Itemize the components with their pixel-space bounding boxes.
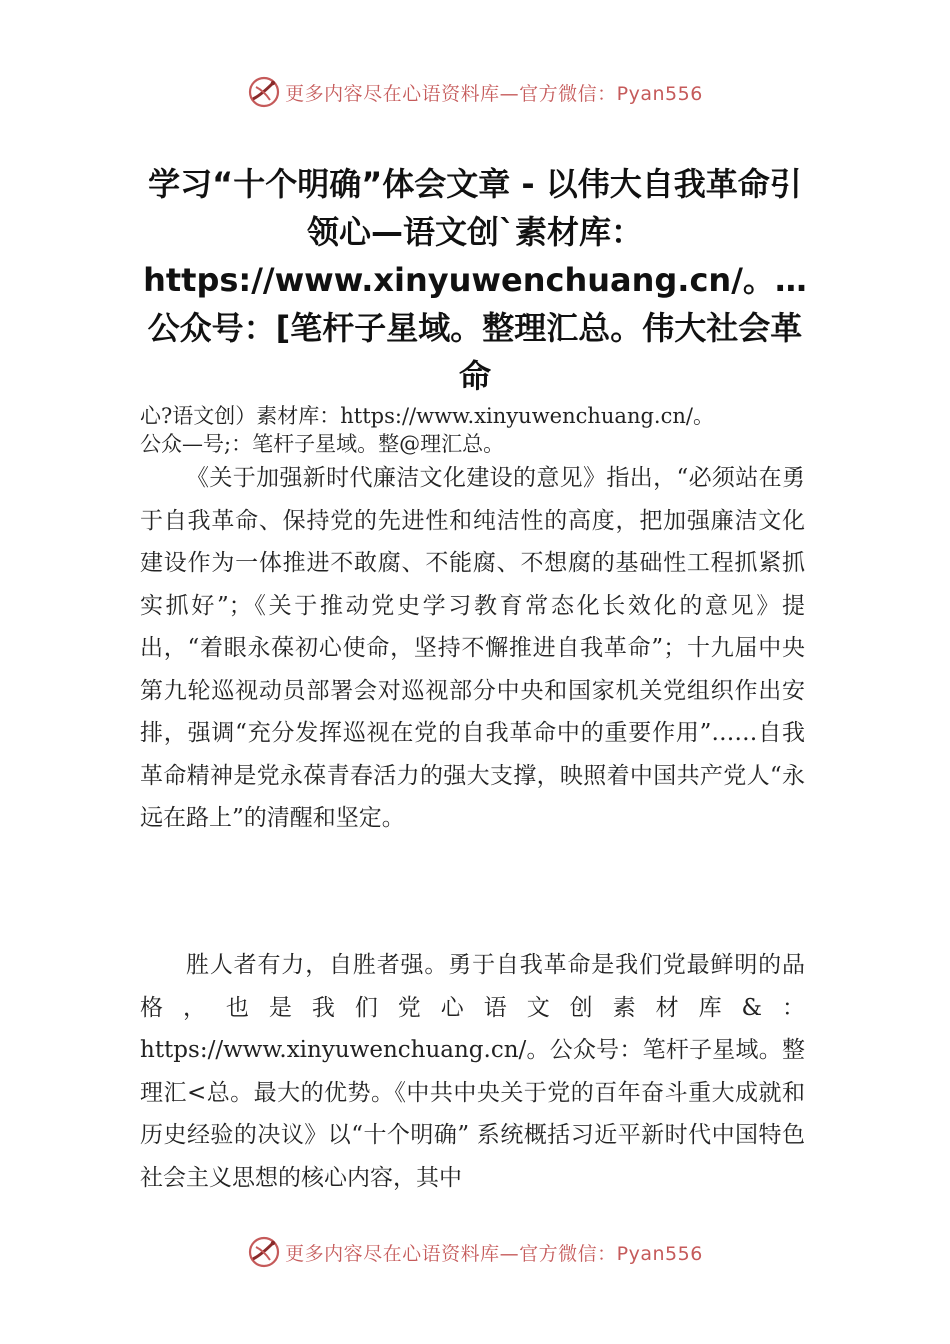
pen-scroll-logo-icon <box>247 1235 281 1269</box>
footer-banner <box>0 1232 950 1272</box>
banner-text: 更多内容尽在心语资料库—官方微信：Pyan556 <box>285 82 703 105</box>
pen-scroll-logo-icon <box>247 75 281 109</box>
document-title: 学习“十个明确”体会文章 - 以伟大自我革命引领心—语文创`素材库：https://www.xinyuwenchuang.cn/。…公众号：[笔杆子星域。整理汇总。伟大社会革命 <box>143 165 807 395</box>
subtitle-line-2: 公众—号;：笔杆子星域。整@理汇总。 <box>140 432 505 456</box>
subtitle-line-1: 心?语文创）素材库：https://www.xinyuwenchuang.cn/。 <box>140 404 714 428</box>
banner-text: 更多内容尽在心语资料库—官方微信：Pyan556 <box>285 1242 703 1265</box>
body-paragraph-1: 《关于加强新时代廉洁文化建设的意见》指出，“必须站在勇于自我革命、保持党的先进性和纯洁性的高度，把加强廉洁文化建设作为一体推进不敢腐、不能腐、不想腐的基础性工程抓紧抓实抓好”；《关于推动党史学习教育常态化长效化的意见》提出，“着眼永葆初心使命，坚持不懈推进自我革命”；十九届中央第九轮巡视动员部署会对巡视部分中央和国家机关党组织作出安排，强调“充分发挥巡视在党的自我革命中的重要作用”……自我革命精神是党永葆青春活力的强大支撑，映照着中国共产党人“永远在路上”的清醒和坚定。 <box>140 465 805 831</box>
body-paragraph-2: 胜人者有力，自胜者强。勇于自我革命是我们党最鲜明的品格，也是我们党心语文创素材库&：https://www.xinyuwenchuang.cn/。公众号：笔杆子星域。整理汇<总。最大的优势。《中共中央关于党的百年奋斗重大成就和历史经验的决议》以“十个明确” 系统概括习近平新时代中国特色社会主义思想的核心内容，其中 <box>140 952 805 1191</box>
header-banner <box>0 72 950 112</box>
